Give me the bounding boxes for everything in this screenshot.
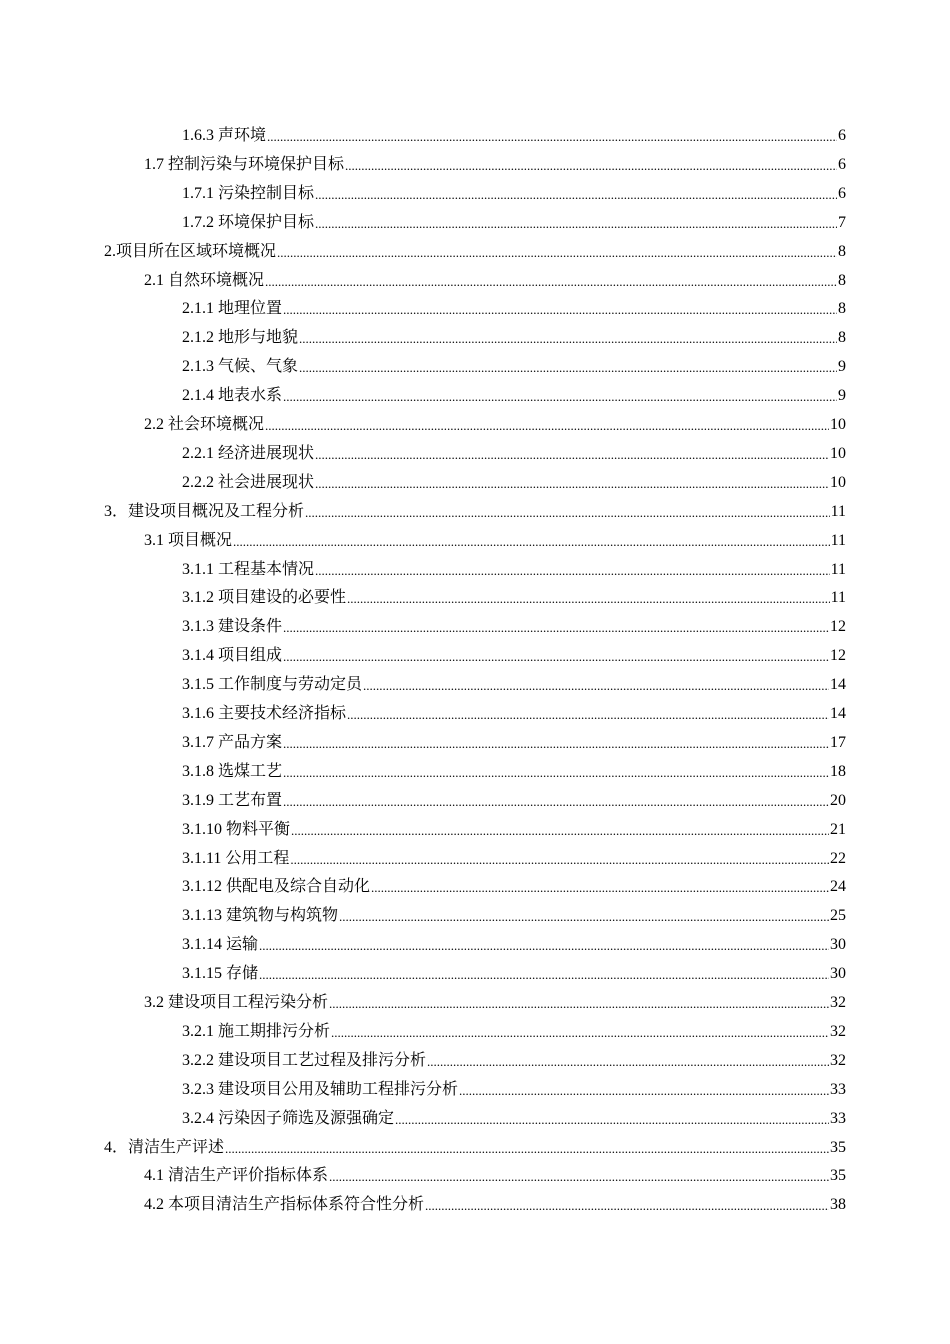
toc-entry[interactable] [182, 696, 846, 724]
toc-entry[interactable] [182, 349, 846, 377]
toc-entry-title: 3.1.5 工作制度与劳动定员 [182, 676, 363, 694]
toc-entry[interactable] [104, 494, 846, 522]
toc-entry-page-number: 32 [830, 994, 846, 1011]
toc-entry-page-number: 33 [830, 1109, 846, 1127]
toc-entry-page-number: 12 [830, 647, 846, 665]
toc-entry-title: 3.1.4 项目组成 [182, 647, 283, 665]
toc-entry[interactable] [182, 898, 846, 926]
toc-entry-title: 3.2.2 建设项目工艺过程及排污分析 [182, 1051, 427, 1069]
toc-entry-title: 2.2.1 经济进展现状 [182, 444, 315, 462]
toc-entry-title: 3.1.3 建设条件 [182, 618, 283, 636]
toc-entry-page-number: 14 [830, 705, 846, 722]
toc-entry[interactable] [182, 552, 846, 580]
toc-entry-page-number: 24 [830, 878, 846, 896]
toc-entry-page-number: 35 [830, 1138, 846, 1156]
toc-entry-page-number: 7 [838, 213, 846, 231]
toc-entry-title: 3.1.13 建筑物与构筑物 [182, 907, 339, 925]
toc-leader-dots [291, 822, 829, 840]
toc-entry[interactable] [182, 725, 846, 753]
toc-entry-page-number: 6 [838, 184, 846, 202]
toc-leader-dots [331, 1024, 829, 1042]
toc-entry[interactable] [182, 927, 846, 955]
toc-entry-title: 2.2 社会环境概况 [144, 416, 265, 433]
toc-entry-title: 3.1.15 存储 [182, 965, 259, 983]
toc-entry[interactable] [182, 320, 846, 348]
toc-leader-dots [305, 504, 830, 522]
toc-entry-title: 3.2.1 施工期排污分析 [182, 1022, 331, 1040]
toc-entry[interactable] [182, 465, 846, 493]
toc-entry[interactable] [182, 1072, 846, 1100]
toc-entry[interactable] [182, 783, 846, 811]
toc-leader-dots [347, 706, 829, 724]
toc-leader-dots [277, 244, 837, 262]
toc-entry-title: 2.2.2 社会进展现状 [182, 473, 315, 491]
toc-entry-title: 3.1.8 选煤工艺 [182, 762, 283, 780]
toc-leader-dots [265, 417, 829, 435]
toc-entry-title: 3.1.6 主要技术经济指标 [182, 705, 347, 722]
toc-entry-page-number: 30 [830, 965, 846, 983]
toc-leader-dots [315, 475, 829, 493]
toc-leader-dots [283, 764, 829, 782]
toc-entry-page-number: 32 [830, 1022, 846, 1040]
toc-entry[interactable] [182, 841, 846, 869]
toc-leader-dots [315, 562, 830, 580]
toc-entry-title: 1.7.1 污染控制目标 [182, 184, 315, 202]
toc-entry[interactable] [182, 1101, 846, 1129]
toc-leader-dots [283, 301, 837, 319]
toc-leader-dots [290, 851, 829, 869]
toc-entry-page-number: 8 [838, 329, 846, 347]
toc-entry-page-number: 14 [830, 676, 846, 694]
toc-entry[interactable] [182, 176, 846, 204]
toc-entry[interactable] [182, 754, 846, 782]
toc-entry[interactable] [182, 205, 846, 233]
toc-entry[interactable] [104, 1130, 846, 1158]
toc-entry-title: 3.2 建设项目工程污染分析 [144, 994, 329, 1011]
toc-entry-title: 1.7 控制污染与环境保护目标 [144, 155, 345, 173]
toc-leader-dots [315, 215, 837, 233]
toc-leader-dots [259, 937, 829, 955]
toc-leader-dots [345, 157, 837, 175]
toc-entry-title: 3.1.10 物料平衡 [182, 820, 291, 838]
toc-entry[interactable] [182, 580, 846, 608]
toc-entry-title: 2.1.2 地形与地貌 [182, 329, 299, 347]
toc-entry-page-number: 8 [838, 242, 846, 260]
toc-entry-page-number: 10 [830, 444, 846, 462]
toc-entry-title: 3.2.3 建设项目公用及辅助工程排污分析 [182, 1080, 459, 1098]
toc-entry-page-number: 10 [830, 473, 846, 491]
toc-leader-dots [283, 619, 829, 637]
toc-leader-dots [283, 793, 829, 811]
toc-leader-dots [339, 908, 829, 926]
toc-leader-dots [427, 1053, 829, 1071]
toc-entry[interactable] [182, 378, 846, 406]
toc-entry[interactable] [182, 1043, 846, 1071]
toc-entry-page-number: 18 [830, 762, 846, 780]
toc-entry-title: 3.1.1 工程基本情况 [182, 560, 315, 578]
toc-leader-dots [233, 533, 830, 551]
toc-entry-page-number: 11 [830, 502, 846, 520]
toc-entry-page-number: 8 [838, 300, 846, 318]
toc-entry-title: 3.1.7 产品方案 [182, 733, 283, 751]
toc-entry-page-number: 11 [830, 531, 846, 549]
toc-entry[interactable] [144, 1158, 846, 1186]
toc-entry-page-number: 21 [830, 820, 846, 838]
toc-entry-page-number: 20 [830, 791, 846, 809]
toc-leader-dots [395, 1111, 829, 1129]
toc-entry-page-number: 6 [838, 155, 846, 173]
toc-entry-title: 4.2 本项目清洁生产指标体系符合性分析 [144, 1196, 425, 1214]
toc-entry-title: 3.1.14 运输 [182, 936, 259, 954]
toc-leader-dots [225, 1140, 829, 1158]
toc-entry-title: 2.1 自然环境概况 [144, 271, 265, 289]
toc-leader-dots [329, 1168, 829, 1186]
toc-entry-page-number: 6 [838, 127, 846, 144]
toc-entry-title: 3.1.2 项目建设的必要性 [182, 589, 347, 607]
toc-entry-page-number: 33 [830, 1080, 846, 1098]
toc-entry-title: 2.1.3 气候、气象 [182, 358, 299, 376]
toc-leader-dots [315, 186, 837, 204]
toc-entry[interactable] [182, 1014, 846, 1042]
toc-entry-title: 3.1 项目概况 [144, 531, 233, 549]
toc-entry[interactable] [182, 638, 846, 666]
toc-entry-page-number: 12 [830, 618, 846, 636]
toc-entry[interactable] [182, 869, 846, 897]
toc-entry[interactable] [182, 956, 846, 984]
toc-entry-title: 1.6.3 声环境 [182, 127, 267, 144]
toc-leader-dots [371, 879, 829, 897]
toc-entry-title: 2.项目所在区域环境概况 [104, 242, 277, 260]
toc-entry-page-number: 17 [830, 733, 846, 751]
toc-entry[interactable] [182, 436, 846, 464]
toc-entry-page-number: 38 [830, 1196, 846, 1214]
toc-entry-page-number: 22 [830, 849, 846, 867]
toc-leader-dots [425, 1197, 829, 1215]
toc-leader-dots [259, 966, 829, 984]
toc-leader-dots [347, 590, 830, 608]
toc-entry-title: 3．建设项目概况及工程分析 [104, 502, 305, 520]
toc-entry[interactable] [182, 291, 846, 319]
toc-entry[interactable] [182, 667, 846, 695]
toc-entry[interactable] [144, 147, 846, 175]
toc-leader-dots [283, 388, 837, 406]
toc-entry-page-number: 30 [830, 936, 846, 954]
toc-entry[interactable] [144, 407, 846, 435]
toc-entry[interactable] [104, 234, 846, 262]
toc-leader-dots [283, 648, 829, 666]
toc-entry[interactable] [182, 609, 846, 637]
toc-leader-dots [329, 995, 829, 1013]
toc-entry[interactable] [182, 118, 846, 146]
toc-entry-title: 4.1 清洁生产评价指标体系 [144, 1167, 329, 1185]
toc-entry-page-number: 8 [838, 271, 846, 289]
toc-leader-dots [315, 446, 829, 464]
toc-entry[interactable] [144, 263, 846, 291]
toc-entry-title: 3.1.11 公用工程 [182, 849, 290, 867]
toc-entry-title: 3.2.4 污染因子筛选及源强确定 [182, 1109, 395, 1127]
toc-leader-dots [299, 359, 837, 377]
toc-entry-page-number: 32 [830, 1051, 846, 1069]
toc-entry[interactable] [144, 1187, 846, 1215]
toc-entry-title: 4．清洁生产评述 [104, 1138, 225, 1156]
toc-entry-title: 2.1.1 地理位置 [182, 300, 283, 318]
toc-entry-page-number: 11 [830, 560, 846, 578]
toc-entry-page-number: 11 [830, 589, 846, 607]
toc-entry-title: 2.1.4 地表水系 [182, 387, 283, 405]
toc-entry-page-number: 35 [830, 1167, 846, 1185]
toc-entry-page-number: 9 [838, 387, 846, 405]
toc-entry[interactable] [144, 523, 846, 551]
toc-leader-dots [459, 1082, 829, 1100]
toc-leader-dots [299, 330, 837, 348]
toc-entry-title: 1.7.2 环境保护目标 [182, 213, 315, 231]
toc-entry[interactable] [144, 985, 846, 1013]
toc-leader-dots [267, 128, 837, 146]
toc-entry-page-number: 25 [830, 907, 846, 925]
toc-leader-dots [363, 677, 829, 695]
toc-entry-title: 3.1.9 工艺布置 [182, 791, 283, 809]
toc-entry-title: 3.1.12 供配电及综合自动化 [182, 878, 371, 896]
toc-leader-dots [265, 273, 837, 291]
toc-entry[interactable] [182, 812, 846, 840]
toc-entry-page-number: 10 [830, 416, 846, 433]
toc-leader-dots [283, 735, 829, 753]
toc-entry-page-number: 9 [838, 358, 846, 376]
